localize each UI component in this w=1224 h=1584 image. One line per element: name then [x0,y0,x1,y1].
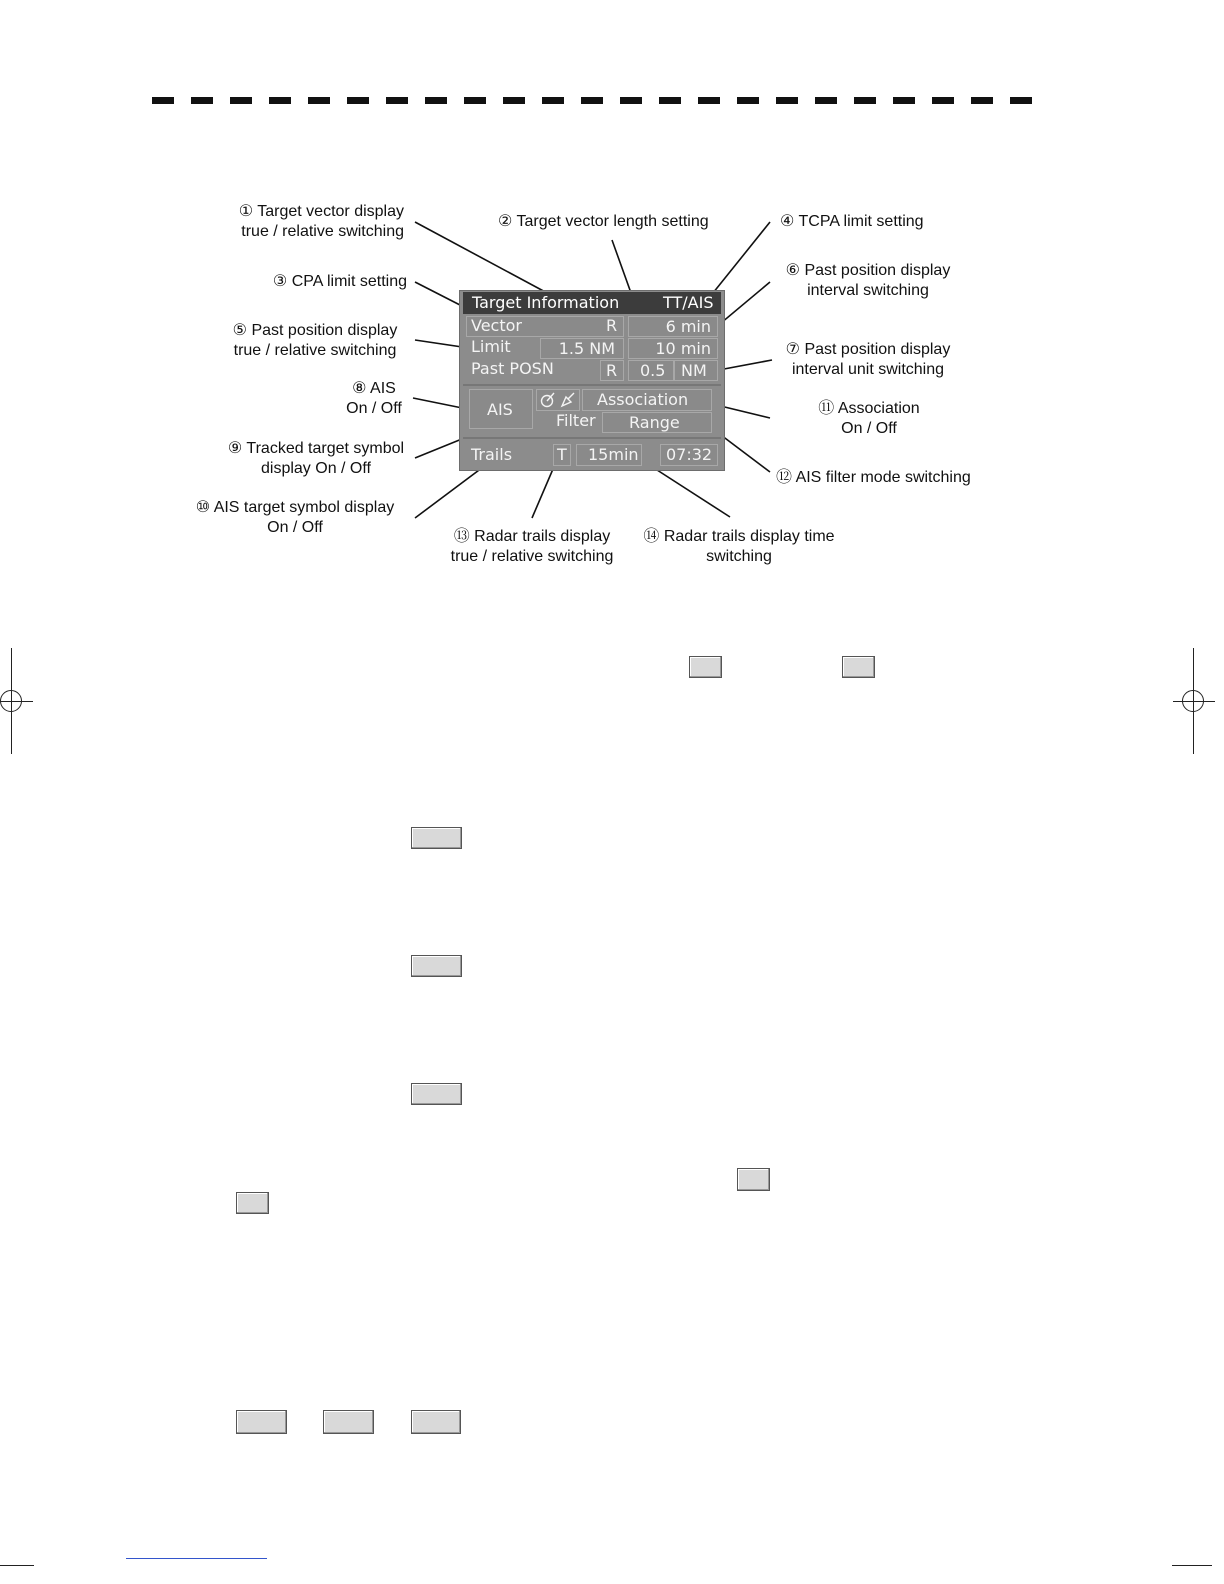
label-past-position-true-relative: ⑤ Past position display true / relative switching [232,322,398,359]
key-box-1 [689,656,722,678]
label-ais-on-off: ⑧ AIS On / Off [346,380,402,417]
past-posn-mode-button[interactable] [600,360,624,381]
panel-mode: TT/AIS [663,293,714,312]
key-box-9 [323,1410,374,1434]
key-box-10 [411,1410,461,1434]
trails-label: Trails [471,445,513,464]
label-tcpa-limit: ④ TCPA limit setting [780,213,924,230]
label-target-vector-length: ② Target vector length setting [498,213,709,230]
crop-mark-bottom-right [1172,1565,1212,1566]
filter-mode-button[interactable] [602,412,712,433]
symbol-toggle-group [536,389,580,411]
label-radar-trails-time: ⑭ Radar trails display time switching [643,528,835,565]
footer-link-rule [126,1558,267,1559]
past-posn-unit-value: NM [681,361,707,380]
ais-target-symbol-icon[interactable] [559,391,577,409]
vector-mode-button[interactable]: R [606,316,618,335]
panel-title: Target Information [472,293,620,312]
registration-mark-right [1173,681,1215,723]
ais-label: AIS [487,400,513,419]
panel-header [463,292,721,314]
label-ais-filter-mode: ⑫ AIS filter mode switching [776,469,971,486]
association-button[interactable] [582,389,712,411]
key-box-8 [236,1410,287,1434]
key-box-7 [236,1192,269,1214]
past-posn-mode-value: R [606,361,618,380]
trails-mode-button[interactable] [553,444,571,466]
tcpa-limit-button[interactable] [628,338,718,359]
past-posn-interval-button[interactable] [628,360,674,381]
key-box-2 [842,656,875,678]
panel-separator-1 [463,384,721,386]
key-box-6 [737,1168,770,1191]
past-posn-label: Past POSN [471,359,554,378]
label-tracked-target-symbol: ⑨ Tracked target symbol display On / Off [227,440,405,477]
trails-elapsed-display [660,444,718,466]
crop-mark-bottom-left [0,1565,34,1566]
filter-label: Filter [556,411,596,430]
trails-elapsed-value: 07:32 [666,445,713,464]
trails-time-button[interactable] [576,444,642,466]
registration-mark-left [0,681,33,723]
past-posn-unit-button[interactable] [674,360,718,381]
tcpa-limit-value: 10 min [655,339,711,358]
label-cpa-limit: ③ CPA limit setting [272,273,407,290]
label-past-position-interval: ⑥ Past position display interval switching [785,262,951,299]
panel-separator-2 [463,437,721,439]
cpa-limit-value: 1.5 NM [558,339,615,358]
key-box-4 [411,955,462,977]
key-box-3 [411,827,462,849]
association-label: Association [597,390,689,409]
label-ais-target-symbol: ⑩ AIS target symbol display On / Off [195,499,395,536]
label-radar-trails-true-relative: ⑬ Radar trails display true / relative switching [450,528,614,565]
past-posn-interval-value: 0.5 [640,361,666,380]
cpa-limit-button[interactable] [540,338,624,359]
limit-label: Limit [471,337,511,356]
vector-label: Vector [471,316,522,335]
vector-time-value: 6 min [665,317,711,336]
tracked-target-symbol-icon[interactable] [539,391,557,409]
filter-mode-value: Range [629,413,680,432]
label-association: ⑪ Association On / Off [818,400,920,437]
label-past-position-unit: ⑦ Past position display interval unit switching [785,341,951,378]
trails-mode-value: T [557,445,567,464]
trails-time-value: 15min [588,445,639,464]
key-box-5 [411,1083,462,1105]
ais-button[interactable] [469,389,533,429]
target-information-panel [459,290,725,471]
vector-time-button[interactable] [628,316,718,337]
label-target-vector-display: ① Target vector display true / relative switching [238,203,404,240]
